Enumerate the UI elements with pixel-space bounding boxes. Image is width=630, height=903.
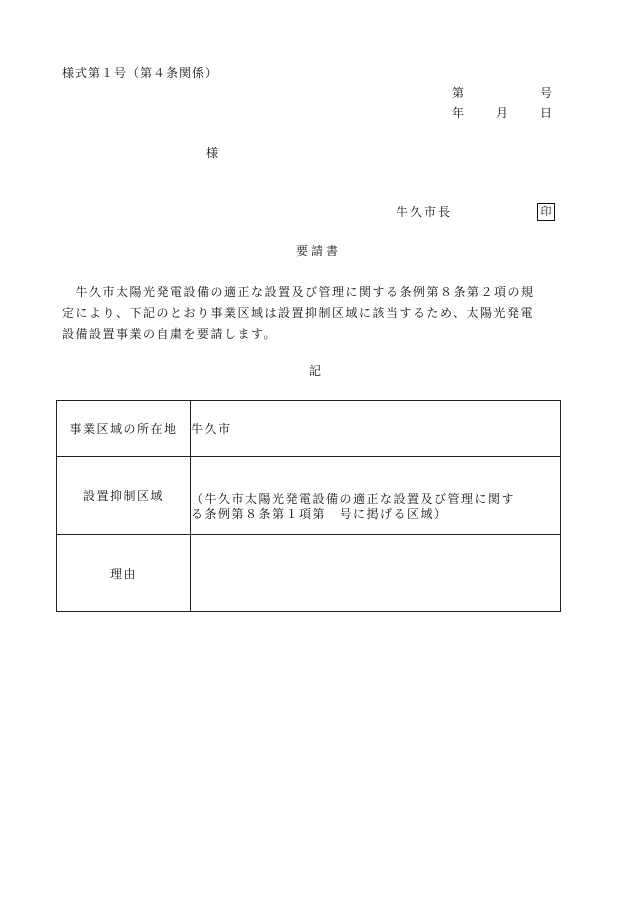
body-line: 牛久市太陽光発電設備の適正な設置及び管理に関する条例第８条第２項の規 — [62, 285, 535, 299]
restricted-area-cell — [191, 457, 561, 535]
table-row — [57, 401, 561, 457]
reason-label: 理由 — [57, 535, 191, 612]
document-number-suffix: 号 — [540, 86, 554, 100]
table-row — [57, 535, 561, 612]
reason-value — [191, 535, 561, 612]
note-line: （牛久市太陽光発電設備の適正な設置及び管理に関す — [191, 491, 516, 506]
table-row — [57, 457, 561, 535]
body-line: 設備設置事業の自粛を要請します。 — [62, 327, 278, 341]
location-label: 事業区域の所在地 — [57, 401, 191, 457]
location-value: 牛久市 — [191, 401, 561, 457]
details-table — [56, 400, 561, 612]
document-number-prefix: 第 — [452, 86, 466, 100]
seal-box: 印 — [537, 203, 555, 221]
issuer-name: 牛久市長 — [396, 205, 453, 219]
note-line: る条例第８条第１項第 号に掲げる区域） — [191, 506, 448, 521]
addressee-suffix: 様 — [206, 146, 220, 160]
date-year: 年 — [452, 106, 466, 120]
body-line: 定により、下記のとおり事業区域は設置抑制区域に該当するため、太陽光発電 — [62, 306, 535, 320]
date-month: 月 — [496, 106, 510, 120]
ki-heading: 記 — [309, 364, 323, 378]
body-paragraph — [62, 282, 577, 345]
form-number: 様式第１号（第４条関係） — [62, 66, 219, 80]
restricted-area-note — [191, 492, 560, 522]
date-day: 日 — [540, 106, 554, 120]
restricted-area-label: 設置抑制区域 — [57, 457, 191, 535]
document-title: 要請書 — [296, 244, 342, 258]
